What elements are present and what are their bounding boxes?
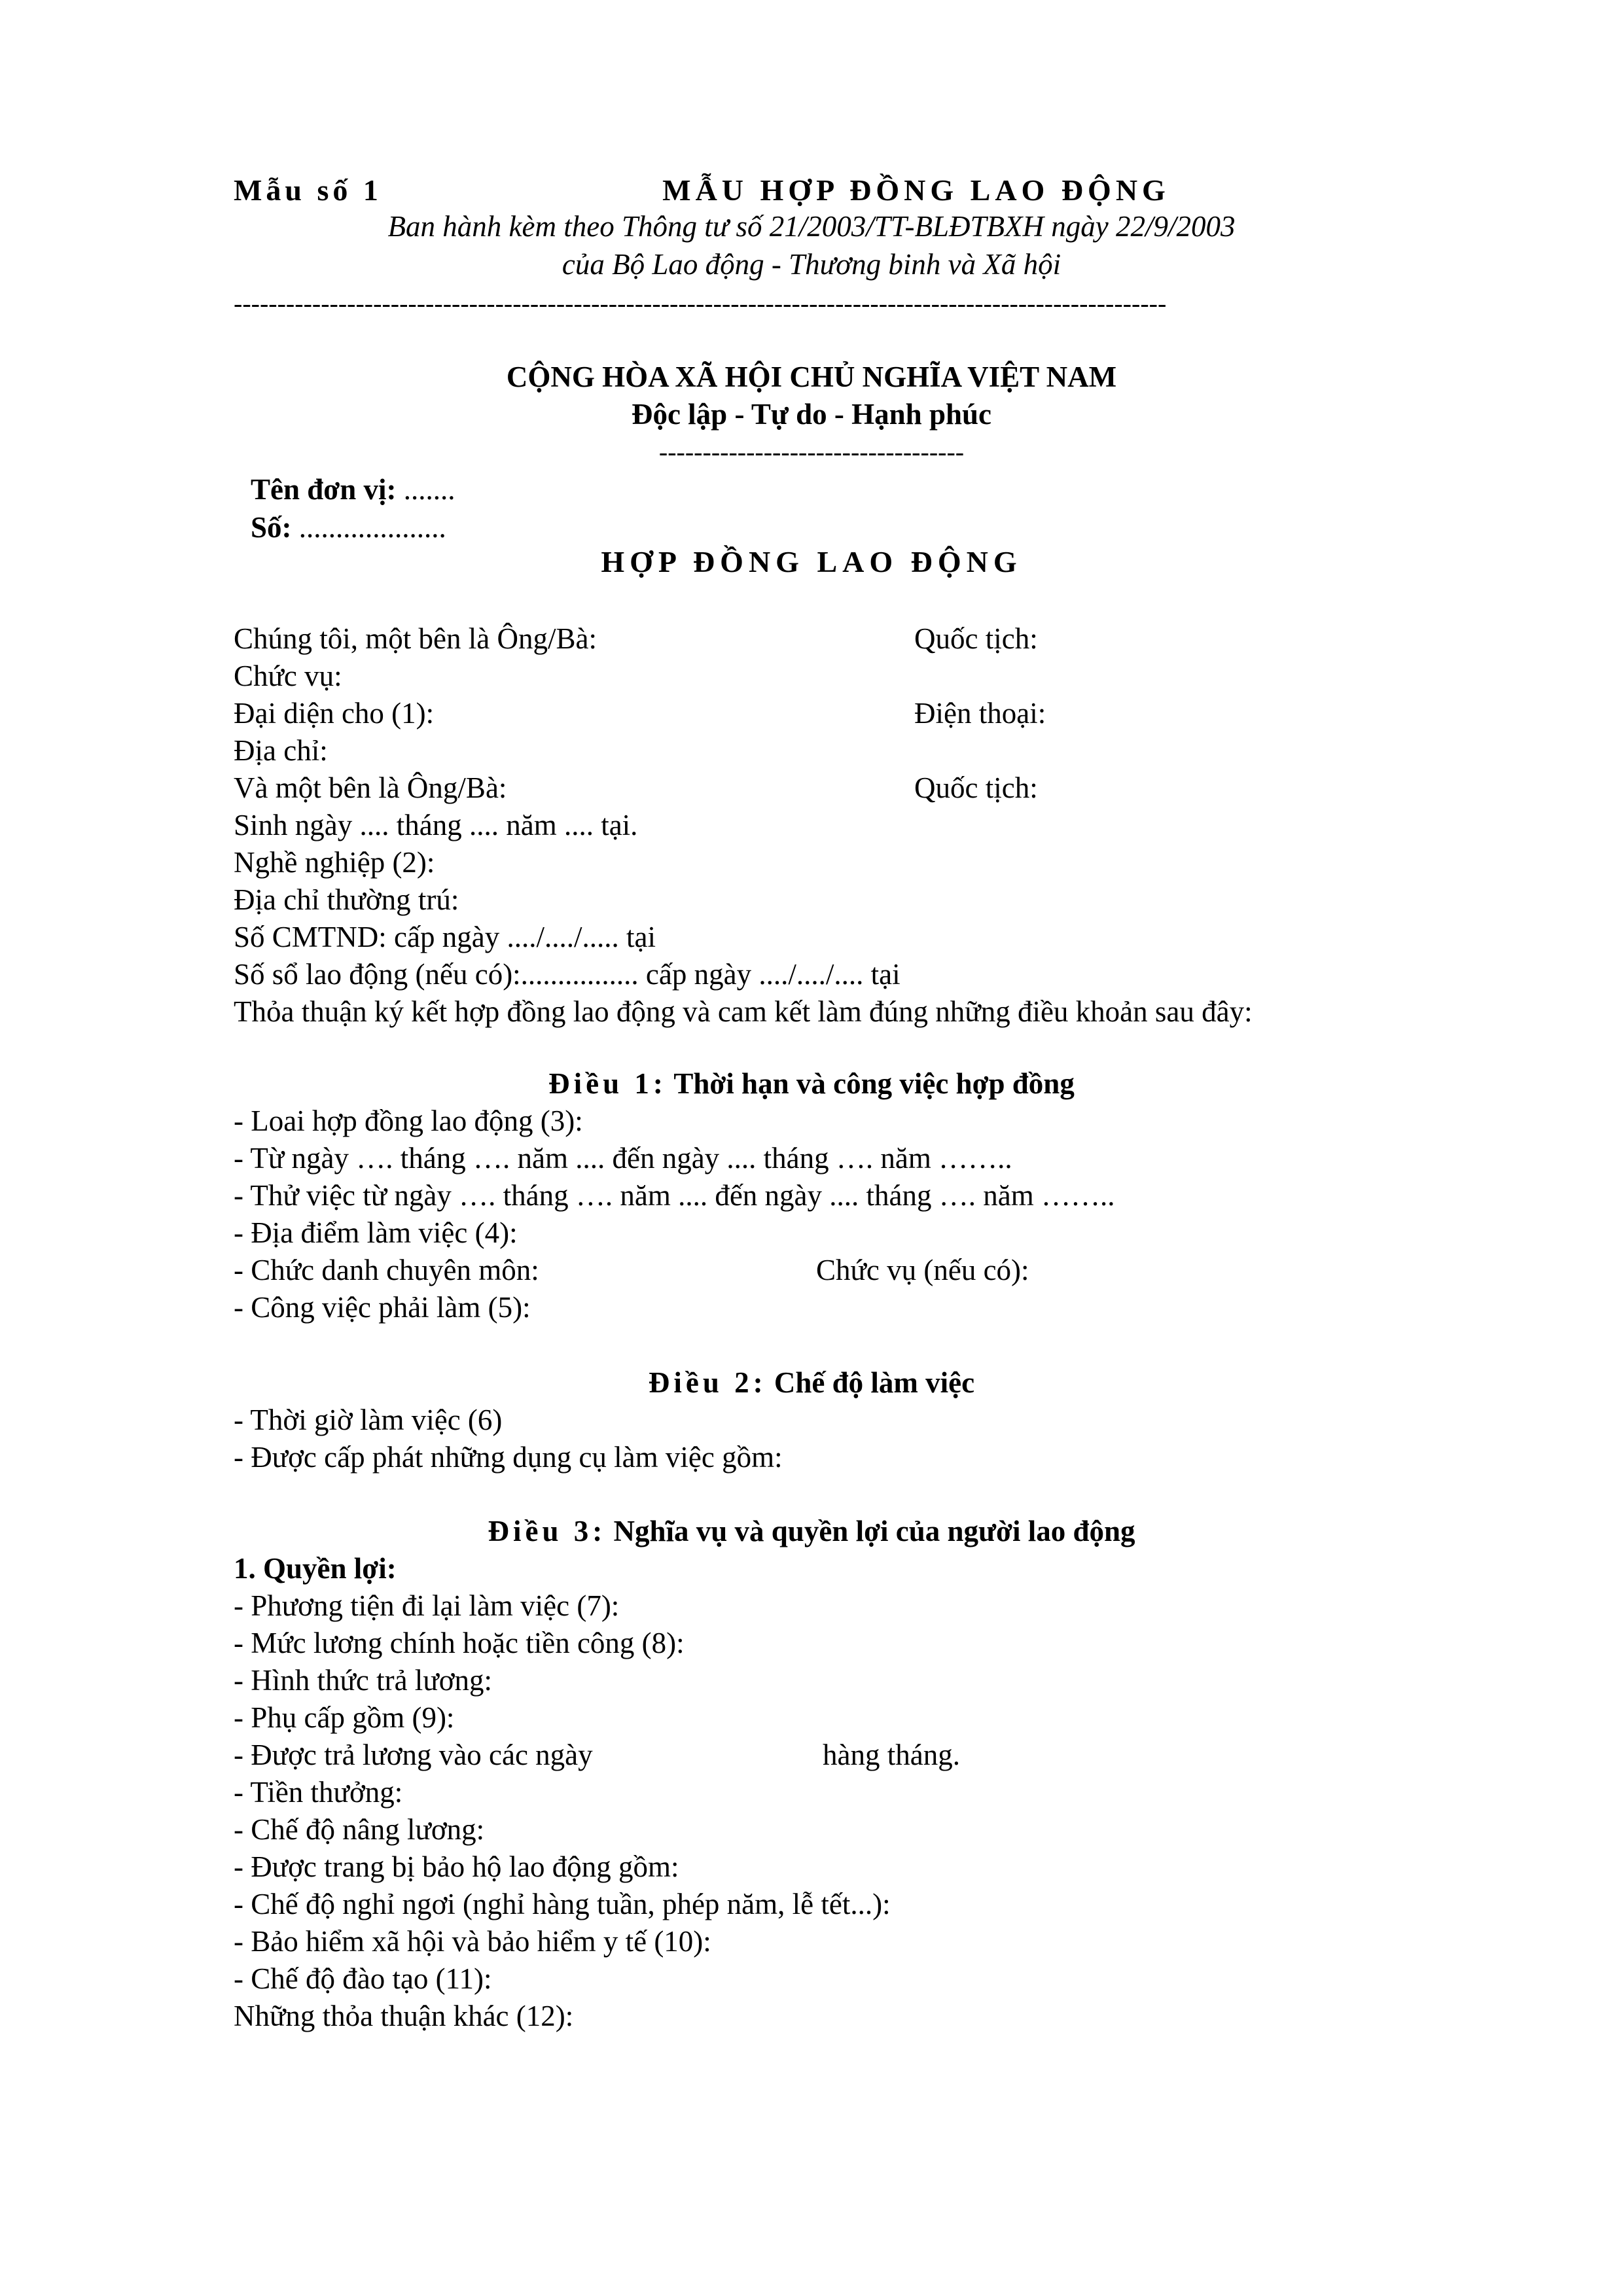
article-1-heading: Thời hạn và công việc hợp đồng (666, 1067, 1075, 1100)
form-title: MẪU HỢP ĐỒNG LAO ĐỘNG (662, 173, 1170, 207)
party-line: Số CMTND: cấp ngày ..../..../..... tại (234, 921, 656, 953)
article-2-heading: Chế độ làm việc (766, 1366, 975, 1399)
party-line: Và một bên là Ông/Bà: (234, 771, 507, 804)
issued-line-2: của Bộ Lao động - Thương binh và Xã hội (562, 248, 1061, 281)
article-3-line: - Chế độ nâng lương: (234, 1813, 485, 1846)
parties-block (234, 620, 1412, 1039)
article-3-heading: Nghĩa vụ và quyền lợi của người lao động (606, 1515, 1135, 1547)
party-line: Số sổ lao động (nếu có):................ cấp ngày ..../..../.... tại (234, 958, 901, 991)
party-line-right: Quốc tịch: (914, 771, 1038, 804)
article-3-line: - Chế độ đào tạo (11): (234, 1962, 492, 1995)
unit-name (251, 471, 455, 508)
article-1-line-right: Chức vụ (nếu có): (816, 1254, 1029, 1286)
article-3-block (234, 1587, 1412, 2045)
article-1-block (234, 1103, 1412, 1332)
article-3-line-right: hàng tháng. (823, 1739, 960, 1771)
party-line: Đại diện cho (1): (234, 697, 435, 730)
party-line: Địa chỉ: (234, 734, 328, 767)
article-3-line: - Được trả lương vào các ngày (234, 1739, 593, 1771)
national-motto: Độc lập - Tự do - Hạnh phúc (631, 398, 992, 431)
article-1-line: - Thử việc từ ngày …. tháng …. năm .... đến ngày .... tháng …. năm …….. (234, 1179, 1115, 1212)
article-1-line: - Địa điểm làm việc (4): (234, 1216, 518, 1249)
article-3-line: - Phương tiện đi lại làm việc (7): (234, 1589, 620, 1622)
country-name: CỘNG HÒA XÃ HỘI CHỦ NGHĨA VIỆT NAM (506, 361, 1117, 393)
article-3-title (236, 1513, 1387, 1550)
article-2-prefix: Điều 2: (648, 1366, 767, 1399)
article-1-line: - Công việc phải làm (5): (234, 1291, 531, 1324)
unit-number (251, 509, 446, 546)
rights-subheading: 1. Quyền lợi: (234, 1552, 397, 1585)
issued-line-1: Ban hành kèm theo Thông tư số 21/2003/TT-BLĐTBXH ngày 22/9/2003 (387, 210, 1236, 243)
article-3-line: - Mức lương chính hoặc tiền công (8): (234, 1627, 685, 1659)
article-3-line: - Được trang bị bảo hộ lao động gồm: (234, 1850, 679, 1883)
party-line: Nghề nghiệp (2): (234, 846, 435, 879)
unit-name-value: ....... (403, 473, 455, 506)
party-line: Chúng tôi, một bên là Ông/Bà: (234, 622, 597, 655)
party-line: Thỏa thuận ký kết hợp đồng lao động và cam kết làm đúng những điều khoản sau đây: (234, 995, 1253, 1028)
header-separator: ----------------------------------------------------------------------------------------------------------- (234, 289, 1167, 318)
party-line-right: Quốc tịch: (914, 622, 1038, 655)
article-2-line: - Được cấp phát những dụng cụ làm việc gồm: (234, 1441, 783, 1474)
article-1-line: - Từ ngày …. tháng …. năm .... đến ngày .... tháng …. năm …….. (234, 1142, 1012, 1174)
article-2-block (234, 1402, 1412, 1480)
motto-separator: ----------------------------------- (658, 437, 965, 467)
unit-name-label: Tên đơn vị: (251, 473, 397, 506)
party-line: Sinh ngày .... tháng .... năm .... tại. (234, 809, 638, 841)
article-1-line: - Chức danh chuyên môn: (234, 1254, 539, 1286)
contract-title: HỢP ĐỒNG LAO ĐỘNG (601, 545, 1022, 578)
article-2-line: - Thời giờ làm việc (6) (234, 1404, 503, 1436)
article-3-line: Những thỏa thuận khác (12): (234, 2000, 574, 2032)
article-3-line: - Tiền thưởng: (234, 1776, 403, 1809)
article-3-prefix: Điều 3: (488, 1515, 607, 1547)
unit-number-label: Số: (251, 511, 292, 544)
article-1-title (236, 1065, 1387, 1103)
article-3-line: - Bảo hiểm xã hội và bảo hiểm y tế (10): (234, 1925, 711, 1958)
article-1-prefix: Điều 1: (548, 1067, 667, 1100)
article-3-line: - Chế độ nghỉ ngơi (nghỉ hàng tuần, phép năm, lễ tết...): (234, 1888, 891, 1920)
article-3-line: - Phụ cấp gồm (9): (234, 1701, 455, 1734)
article-1-line: - Loai hợp đồng lao động (3): (234, 1104, 583, 1137)
form-number: Mẫu số 1 (234, 173, 382, 207)
party-line: Địa chỉ thường trú: (234, 883, 459, 916)
party-line: Chức vụ: (234, 660, 342, 692)
article-3-line: - Hình thức trả lương: (234, 1664, 493, 1697)
article-2-title (236, 1364, 1387, 1402)
unit-number-value: .................... (298, 511, 446, 544)
party-line-right: Điện thoại: (914, 697, 1046, 730)
